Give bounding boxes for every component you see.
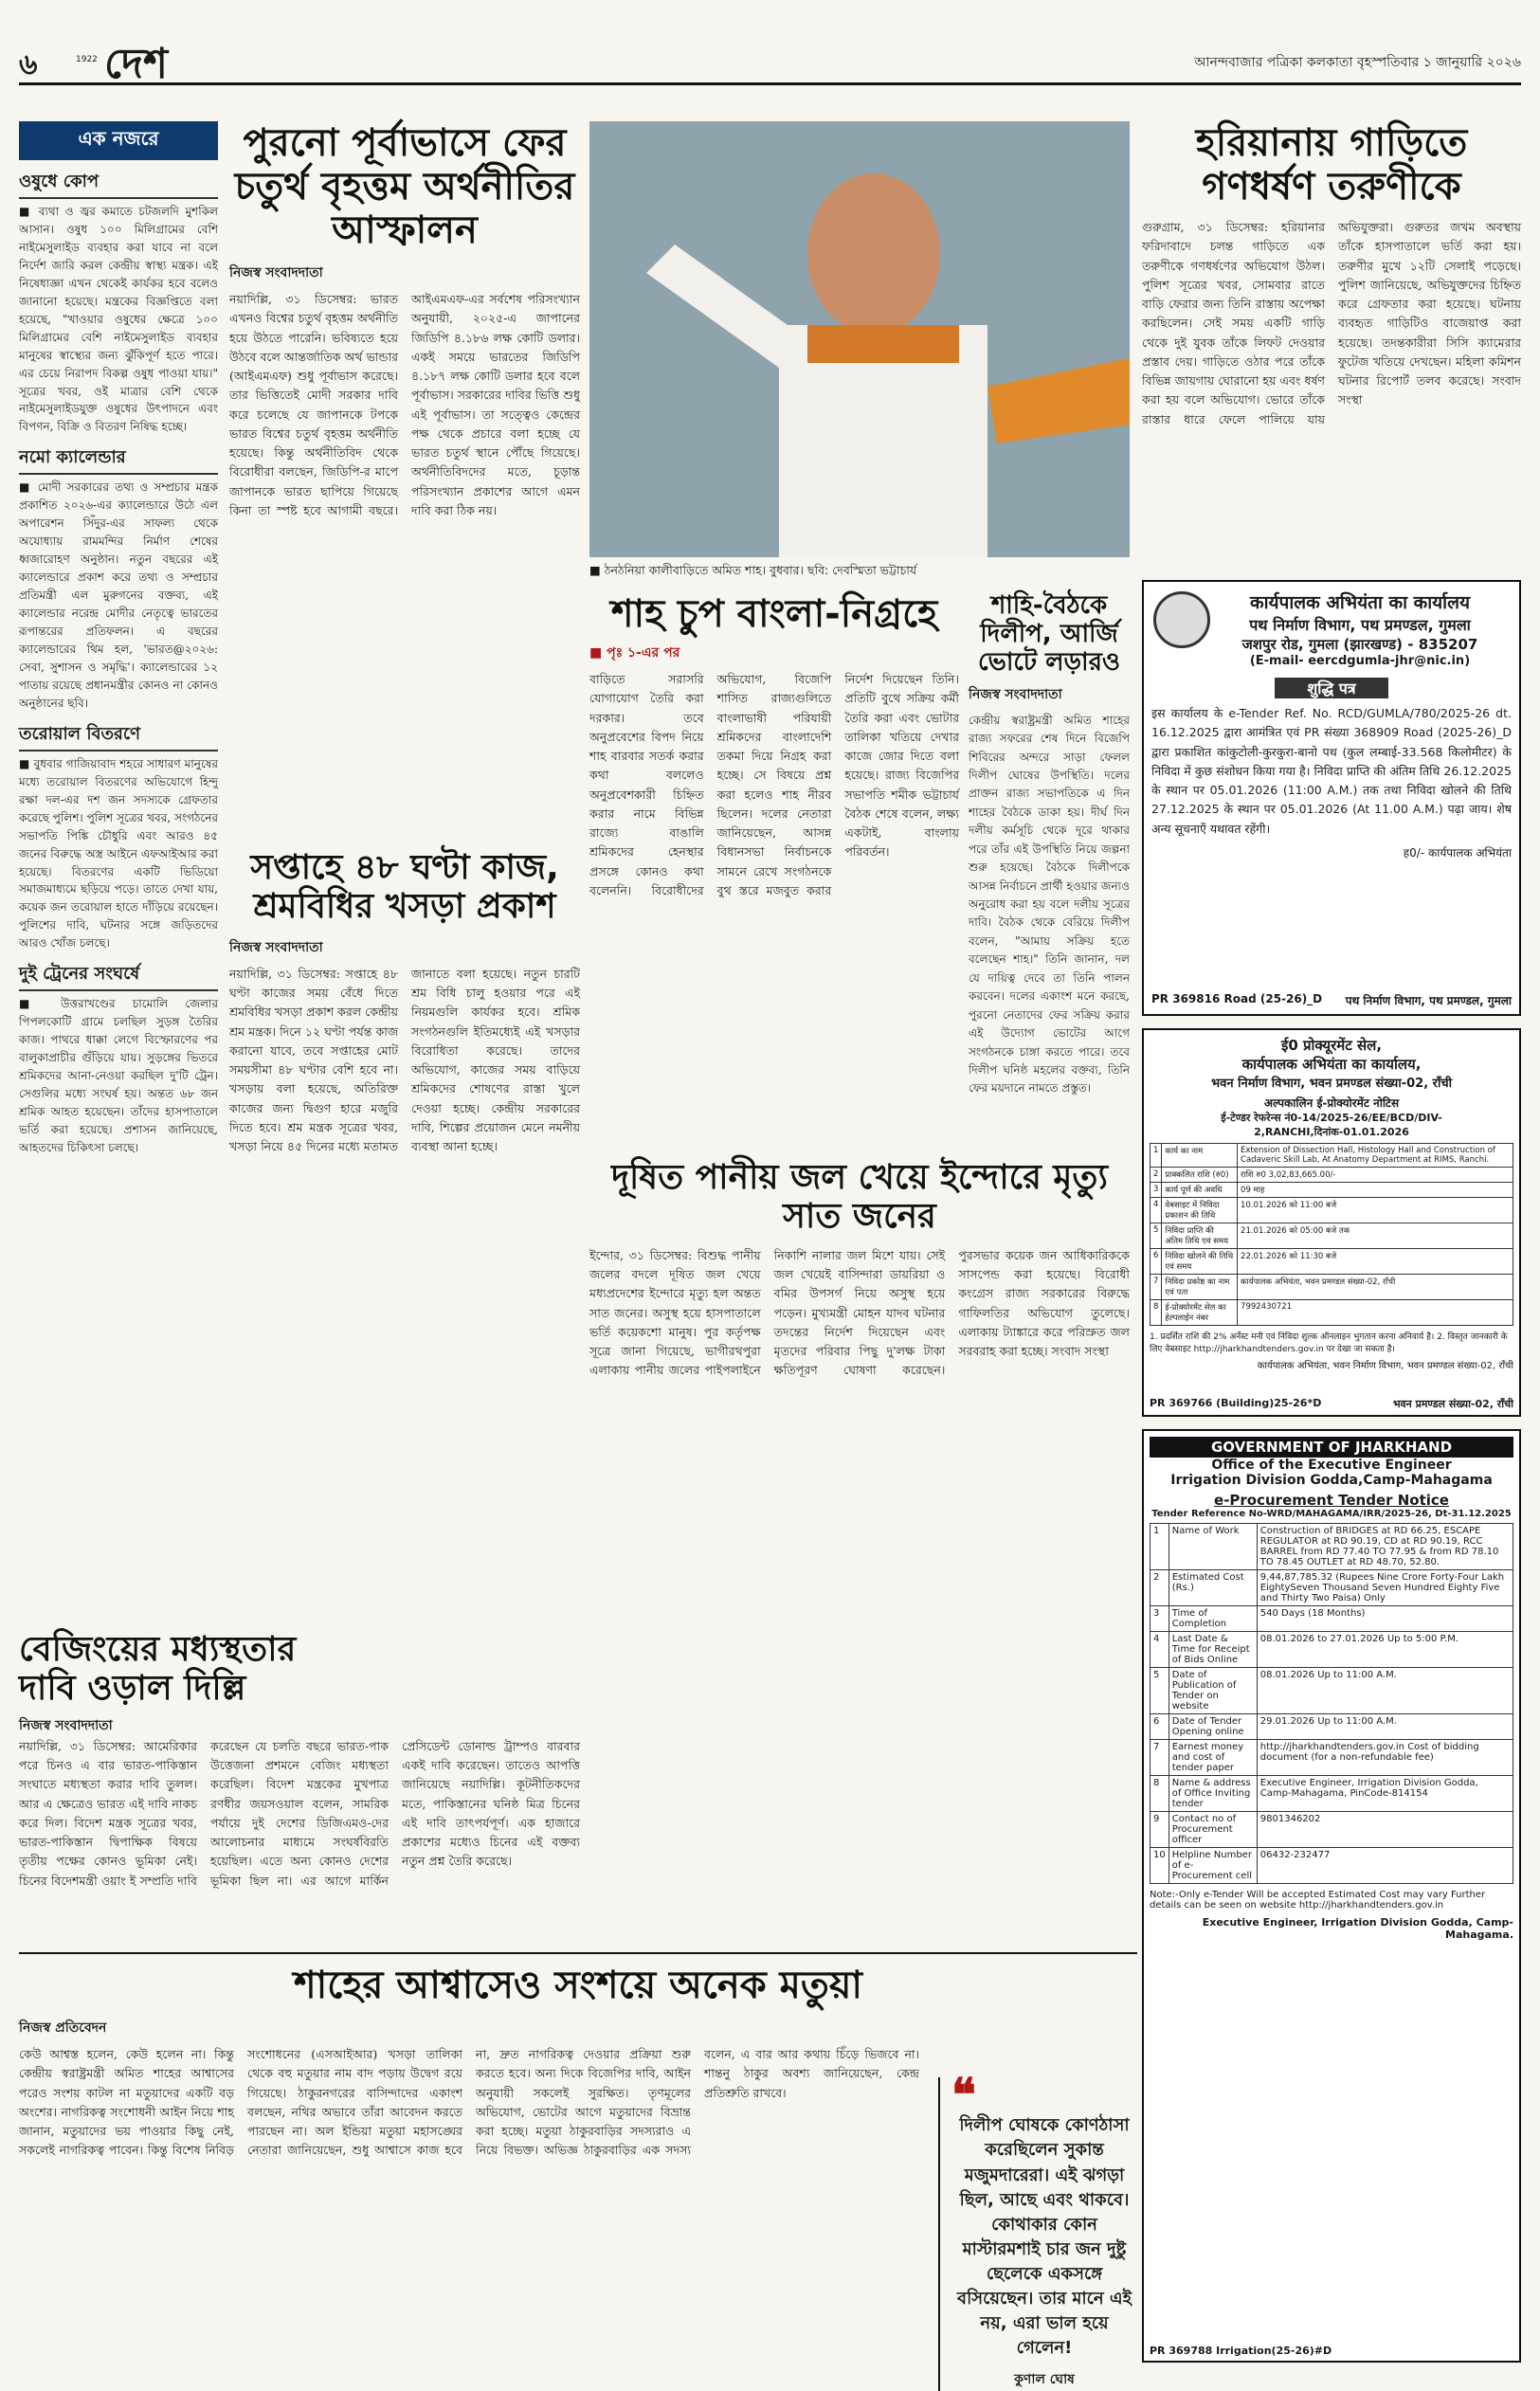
- table-cell: Name & address of Office Inviting tender: [1169, 1776, 1257, 1812]
- table-cell: 1: [1150, 1144, 1162, 1168]
- table-cell: Construction of BRIDGES at RD 66.25, ESCAPE REGULATOR at RD 90.19, CD at RD 90.19, RCC BARREL from RD 77.40 TO 77.95 & from RD 78.10 TO 78.45 OUTLET at RD 48.70, 52.80.: [1257, 1524, 1513, 1570]
- byline: নিজস্ব প্রতিবেদন: [19, 2020, 107, 2036]
- table-cell: Earnest money and cost of tender paper: [1169, 1740, 1257, 1776]
- article-dilip: [969, 592, 1130, 1147]
- table-cell: निविदा प्रकोष्ठ का नाम एवं पता: [1162, 1275, 1238, 1300]
- article-economy: [229, 121, 580, 842]
- headline: শাহ চুপ বাংলা-নিগ্রহে: [610, 592, 938, 636]
- quote-mark-icon: ❝: [951, 2069, 976, 2122]
- table-row: [1150, 1848, 1513, 1884]
- table-cell: 08.01.2026 Up to 11:00 A.M.: [1257, 1668, 1513, 1714]
- table-cell: Date of Publication of Tender on website: [1169, 1668, 1257, 1714]
- table-cell: 7: [1150, 1275, 1162, 1300]
- table-cell: Helpline Number of e-Procurement cell: [1169, 1848, 1257, 1884]
- byline: নিজস্ব সংবাদদাতা: [969, 686, 1062, 702]
- ad-title-3: Irrigation Division Godda,Camp-Mahagama: [1170, 1473, 1493, 1488]
- quote-text: দিলীপ ঘোষকে কোণঠাসা করেছিলেন সুকান্ত মজুমদারেরা। এই ঝগড়া ছিল, আছে এবং থাকবে। কোথাকার কোন মাস্টারমশাই চার জন দুষ্টু ছেলেকে একসঙ্গে বসিয়েছেন। তার মানে এই নয়, এরা ভাল হয়ে গেলেন!: [957, 2115, 1132, 2359]
- pull-quote: [938, 2069, 1137, 2391]
- masthead: [19, 38, 1521, 88]
- notice-sign: ह0/- कार्यपालक अभियंता: [1403, 845, 1512, 860]
- sidebar-item-title: দুই ট্রেনের সংঘর্ষে: [19, 960, 218, 991]
- table-cell: 10: [1150, 1848, 1169, 1884]
- notice-title: शुद्धि पत्र: [1275, 678, 1388, 698]
- table-cell: 2: [1150, 1570, 1169, 1606]
- ad-title-2: Office of the Executive Engineer: [1211, 1458, 1452, 1473]
- article-body: নয়াদিল্লি, ৩১ ডিসেম্বর: আমেরিকার পরে চিনও এ বার ভারত-পাকিস্তান সংঘাতে মধ্যস্থতা করার দাবি তুলল। আর এ ক্ষেত্রেও ভারত এই দাবি নাকচ করে দিল। বিদেশ মন্ত্রক সূত্রের খবর, ভারত-পাকিস্তান দ্বিপাক্ষিক বিষয়ে তৃতীয় পক্ষের কোনও ভূমিকা নেই। চিনের বিদেশমন্ত্রী ওয়াং ই সম্প্রতি দাবি করেছেন যে চলতি বছরে ভারত-পাক উত্তেজনা প্রশমনে বেজিং মধ্যস্থতা করেছিল। বিদেশ মন্ত্রকের মুখপাত্র রণধীর জয়সওয়াল বলেন, সামরিক পর্যায়ে দুই দেশের ডিজিএমও-দের আলোচনার মাধ্যমে সংঘর্ষবিরতি হয়েছিল। এতে অন্য কোনও দেশের ভূমিকা ছিল না। এর আগে মার্কিন প্রেসিডেন্ট ডোনাল্ড ট্রাম্পও বারবার একই দাবি করেছেন। তাতেও আপত্তি জানিয়েছে নয়াদিল্লি। কূটনীতিকদের মতে, পাকিস্তানের ঘনিষ্ঠ মিত্র চিনের এই দাবি তাৎপর্যপূর্ণ। এক হাজারে প্রকাশের মধ্যেও চিনের এই বক্তব্য নতুন প্রশ্ন তৈরি করেছে।: [19, 1738, 580, 1888]
- table-cell: 3: [1150, 1183, 1162, 1198]
- sidebar-item: [19, 444, 218, 712]
- table-cell: कार्य पूर्ण की अवधि: [1162, 1183, 1238, 1198]
- article-body: কেন্দ্রীয় স্বরাষ্ট্রমন্ত্রী অমিত শাহের রাজ্য সফরের শেষ দিনে বিজেপি শিবিরের অন্দরে সাড়া ফেলল দিলীপ ঘোষের উপস্থিতি। দলের প্রাক্তন রাজ্য সভাপতিকে এ দিন শাহের বৈঠকে ডাকা হয়। দীর্ঘ দিন দলীয় কর্মসূচি থেকে দূরে থাকার পরে তাঁর এই উপস্থিতি নিয়ে জল্পনা শুরু হয়েছে। বৈঠকে দিলীপকে আসন্ন নির্বাচনে প্রার্থী হওয়ার জন্যও অনুরোধ করা হয় বলে দলীয় সূত্রের দাবি। বৈঠক থেকে বেরিয়ে দিলীপ বলেন, "আমায় সক্রিয় হতে বলেছেন শাহ।" তিনি জানান, দল যে দায়িত্ব দেবে তা তিনি পালন করবেন। দলের একাংশ মনে করছে, পুরনো নেতাদের ফের সক্রিয় করার এই উদ্যোগ ভোটের আগে সংগঠনকে চাঙ্গা করতে পারে। তবে দিলীপ ঘনিষ্ঠ মহলের বক্তব্য, তিনি ফের ময়দানে নামতে প্রস্তুত।: [969, 713, 1130, 1096]
- notice-ref: Tender Reference No-WRD/MAHAGAMA/IRR/2025-26, Dt-31.12.2025: [1151, 1509, 1512, 1519]
- quote-author: কুণাল ঘোষ: [1014, 2372, 1075, 2388]
- table-cell: कार्य का नाम: [1162, 1144, 1238, 1168]
- table-cell: Estimated Cost (Rs.): [1169, 1570, 1257, 1606]
- page-number: ৬: [19, 48, 38, 82]
- table-cell: 6: [1150, 1714, 1169, 1740]
- est-label: 1922: [76, 55, 98, 64]
- table-cell: 7: [1150, 1740, 1169, 1776]
- table-row: [1150, 1714, 1513, 1740]
- table-cell: प्राक्कलित राशि (रु0): [1162, 1168, 1238, 1183]
- article-shah: [589, 592, 959, 1147]
- headline: সপ্তাহে ৪৮ ঘণ্টা কাজ, শ্রমবিধির খসড়া প্রকাশ: [250, 848, 559, 927]
- headline: শাহি-বৈঠকে দিলীপ, আর্জি ভোটে লড়ারও: [977, 591, 1121, 677]
- notice-sign: Executive Engineer, Irrigation Division Godda, Camp-Mahagama.: [1202, 1916, 1513, 1941]
- table-cell: Last Date & Time for Receipt of Bids Online: [1169, 1632, 1257, 1668]
- table-cell: http://jharkhandtenders.gov.in Cost of bidding document (for a non-refundable fee): [1257, 1740, 1513, 1776]
- ad-title-2: कार्यपालक अभियंता का कार्यालय,: [1241, 1056, 1422, 1073]
- sidebar-item-title: ওষুধে কোপ: [19, 168, 218, 199]
- sidebar-header: এক নজরে: [19, 121, 218, 160]
- table-cell: कार्यपालक अभियंता, भवन प्रमण्डल संख्या-02, राँची: [1238, 1275, 1513, 1300]
- table-cell: Extension of Dissection Hall, Histology Hall and Construction of Cadaveric Skill Lab, At Anatomy Department at RIMS, Ranchi.: [1238, 1144, 1513, 1168]
- table-row: [1150, 1524, 1513, 1570]
- sidebar-at-a-glance: [19, 121, 218, 1619]
- pr-number: PR 369766 (Building)25-26*D: [1150, 1397, 1322, 1409]
- table-cell: 29.01.2026 Up to 11:00 A.M.: [1257, 1714, 1513, 1740]
- table-cell: निविदा प्राप्ति की अंतिम तिथि एवं समय: [1162, 1223, 1238, 1249]
- table-cell: 10.01.2026 को 11:00 बजे: [1238, 1198, 1513, 1223]
- table-row: [1150, 1249, 1513, 1275]
- byline: নিজস্ব সংবাদদাতা: [229, 265, 323, 281]
- table-row: [1150, 1144, 1513, 1168]
- sidebar-item-body: ■ বুধবার গাজিয়াবাদ শহরে সাধারণ মানুষের মধ্যে তরোয়াল বিতরণের অভিযোগে হিন্দু রক্ষা দল-এর দশ জন সদস্যকে গ্রেফতার করেছে পুলিশ। পুলিশ সূত্রের খবর, সংগঠনের সভাপতি পিঙ্কি চৌধুরি এবং আরও ৪৫ জনের বিরুদ্ধে অস্ত্র আইনে এফআইআর করা হয়েছে। বিতরণের একটি ভিডিয়ো সমাজমাধ্যমে ছড়িয়ে পড়ে। তাতে দেখা যায়, কয়েক জন তরোয়াল হাতে দাঁড়িয়ে রয়েছেন। পুলিশের দাবি, ঘটনার সঙ্গে জড়িতদের আরও খোঁজ চলছে।: [19, 756, 218, 951]
- table-cell: 3: [1150, 1606, 1169, 1632]
- headline: হরিয়ানায় গাড়িতে গণধর্ষণ তরুণীকে: [1195, 121, 1468, 208]
- pr-number: PR 369816 Road (25-26)_D: [1151, 992, 1323, 1005]
- notice-title: अल्पकालिन ई-प्रोक्योरमेंट नोटिस: [1263, 1096, 1400, 1110]
- article-body: নয়াদিল্লি, ৩১ ডিসেম্বর: ভারত এখনও বিশ্বের চতুর্থ বৃহত্তম অর্থনীতি হয়ে উঠতে পারেনি। ভবিষ্যতে হয়ে উঠবে বলে আন্তর্জাতিক অর্থ ভান্ডার (আইএমএফ) শুধু পূর্বাভাস করেছে। তার ভিত্তিতেই মোদী সরকার দাবি করে চলেছে যে জাপানকে টপকে ভারত বিশ্বের চতুর্থ বৃহত্তম অর্থনীতি হয়েছে। কিন্তু অর্থনীতিবিদ থেকে বিরোধীরা বলছেন, জিডিপি-র মাপে জাপানকে ভারত ছাপিয়ে গিয়েছে কিনা তা স্পষ্ট হবে আগামী বছরে। আইএমএফ-এর সর্বশেষ পরিসংখ্যান অনুযায়ী, ২০২৫-এ জাপানের জিডিপি ৪.১৮৬ লক্ষ কোটি ডলার। একই সময়ে ভারতের জিডিপি ৪.১৮৭ লক্ষ কোটি ডলার হবে বলে পূর্বাভাস। সরকারের দাবির ভিত্তি শুধু এই পূর্বাভাস। তা সত্ত্বেও কেন্দ্রের পক্ষ থেকে প্রচারে বলা হচ্ছে যে ভারত চতুর্থ স্থানে পৌঁছে গিয়েছে। অর্থনীতিবিদদের মতে, চূড়ান্ত পরিসংখ্যান প্রকাশের আগে এমন দাবি করা ঠিক নয়।: [229, 292, 580, 517]
- table-cell: 540 Days (18 Months): [1257, 1606, 1513, 1632]
- table-cell: 2: [1150, 1168, 1162, 1183]
- table-cell: Name of Work: [1169, 1524, 1257, 1570]
- sidebar-item-body: ■ মোদী সরকারের তথ্য ও সম্প্রচার মন্ত্রক প্রকাশিত ২০২৬-এর ক্যালেন্ডারে উঠে এল অপারেশন সিঁদুর-এর সাফল্য থেকে অযোধ্যায় রামমন্দির নির্মাণ শেষের ধ্বজারোহণ অনুষ্ঠান। নতুন বছরের এই ক্যালেন্ডারে প্রকাশ করে তথ্য ও সম্প্রচার প্রতিমন্ত্রী এল মুরুগনের বক্তব্য, এই ক্যালেন্ডার নরেন্দ্র মোদীর নেতৃত্বে ভারতের রূপান্তরের প্রতিফলন। এ বছরের ক্যালেন্ডারের থিম হল, 'ভারত@২০২৬: সেবা, সুশাসন ও সমৃদ্ধি'। ক্যালেন্ডারের ১২ পাতায় রয়েছে প্রধানমন্ত্রীর কোনও না কোনও অনুষ্ঠানের ছবি।: [19, 480, 218, 710]
- table-row: [1150, 1668, 1513, 1714]
- sidebar-item: [19, 960, 218, 1157]
- notice-title: e-Procurement Tender Notice: [1214, 1492, 1449, 1509]
- article-body: নয়াদিল্লি, ৩১ ডিসেম্বর: সপ্তাহে ৪৮ ঘণ্টা কাজের সময় বেঁধে দিতে শ্রমবিধির খসড়া প্রকাশ করল কেন্দ্রীয় শ্রম মন্ত্রক। দিনে ১২ ঘণ্টা পর্যন্ত কাজ করানো যাবে, তবে সপ্তাহের মোট সময়সীমা ৪৮ ঘণ্টার বেশি হবে না। খসড়ায় বলা হয়েছে, অতিরিক্ত কাজের জন্য দ্বিগুণ হারে মজুরি দিতে হবে। শ্রম মন্ত্রক সূত্রের খবর, খসড়া নিয়ে ৪৫ দিনের মধ্যে মতামত জানাতে বলা হয়েছে। নতুন চারটি শ্রম বিধি চালু হওয়ার পরে এই নিয়মগুলি কার্যকর হবে। শ্রমিক সংগঠনগুলি ইতিমধ্যেই এই খসড়ার বিরোধিতা করেছে। তাদের অভিযোগ, কাজের সময় বাড়িয়ে শ্রমিকদের শোষণের রাস্তা খুলে দেওয়া হচ্ছে। কেন্দ্রীয় সরকারের দাবি, শিল্পের প্রয়োজন মেনে নমনীয় ব্যবস্থা আনা হচ্ছে।: [229, 966, 580, 1154]
- table-cell: 9: [1150, 1812, 1169, 1848]
- table-cell: 4: [1150, 1198, 1162, 1223]
- byline: নিজস্ব সংবাদদাতা: [19, 1717, 113, 1733]
- ad-title-1: GOVERNMENT OF JHARKHAND: [1150, 1437, 1513, 1458]
- ad-email: (E-mail- eercdgumla-jhr@nic.in): [1249, 654, 1471, 668]
- table-cell: 1: [1150, 1524, 1169, 1570]
- ad-title-1: कार्यपालक अभियंता का कार्यालय: [1250, 592, 1470, 613]
- byline: নিজস্ব সংবাদদাতা: [229, 939, 323, 955]
- table-cell: ई-प्रोक्योरमेंट सेल का हेल्पलाईन नंबर: [1162, 1300, 1238, 1326]
- headline: দূষিত পানীয় জল খেয়ে ইন্দোরে মৃত্যু সাত জনের: [611, 1158, 1108, 1237]
- table-row: [1150, 1198, 1513, 1223]
- table-row: [1150, 1223, 1513, 1249]
- ad-footer: [1151, 992, 1512, 1008]
- table-cell: राशि रु0 3,02,83,665.00/-: [1238, 1168, 1513, 1183]
- table-row: [1150, 1740, 1513, 1776]
- article-matua: [19, 1964, 1137, 2388]
- notice-sign: कार्यपालक अभियंता, भवन निर्माण विभाग, भवन प्रमण्डल संख्या-02, राँची: [1257, 1361, 1513, 1371]
- shah-photo: [589, 121, 1130, 557]
- table-cell: 9,44,87,785.32 (Rupees Nine Crore Forty-Four Lakh EightySeven Thousand Seven Hundred Eighty Five and Thirty Two Paisa) Only: [1257, 1570, 1513, 1606]
- article-body: বাড়িতে সরাসরি যোগাযোগ তৈরি করা দরকার। তবে অনুপ্রবেশের বিপদ নিয়ে শাহ বারবার সতর্ক করার কথা বললেও অনুপ্রবেশকারী চিহ্নিত করার নামে বিভিন্ন রাজ্যে বাঙালি শ্রমিকদের হেনস্থার প্রসঙ্গে কোনও কথা বলেননি। বিরোধীদের অভিযোগ, বিজেপি শাসিত রাজ্যগুলিতে বাংলাভাষী পরিযায়ী শ্রমিকদের বাংলাদেশি তকমা দিয়ে নিগ্রহ করা হচ্ছে। সে বিষয়ে প্রশ্ন করা হলেও শাহ নীরব ছিলেন। দলের নেতারা জানিয়েছেন, আসন্ন বিধানসভা নির্বাচনকে সামনে রেখে সংগঠনকে বুথ স্তরে মজবুত করার নির্দেশ দিয়েছেন তিনি। প্রতিটি বুথে সক্রিয় কর্মী তৈরি করা এবং ভোটার তালিকা খতিয়ে দেখার কাজে জোর দিতে বলা হয়েছে। রাজ্য বিজেপির সভাপতি শমীক ভট্টাচার্য বৈঠক শেষে বলেন, লক্ষ্য একটাই, বাংলায় পরিবর্তন।: [589, 672, 959, 897]
- table-cell: वेबसाइट में निविदा प्रकाशन की तिथि: [1162, 1198, 1238, 1223]
- sidebar-item: [19, 168, 218, 436]
- sidebar-item: [19, 720, 218, 952]
- table-row: [1150, 1275, 1513, 1300]
- table-cell: Date of Tender Opening online: [1169, 1714, 1257, 1740]
- table-row: [1150, 1776, 1513, 1812]
- table-cell: निविदा खोलने की तिथि एवं समय: [1162, 1249, 1238, 1275]
- table-cell: 22.01.2026 को 11:30 बजे: [1238, 1249, 1513, 1275]
- sidebar-item-body: ■ উত্তরাখণ্ডের চামোলি জেলার পিপলকোটি গ্রামে চলছিল সুড়ঙ্গ তৈরির কাজ। পাথরে ধাক্কা লেগে বিস্ফোরণের পর বালুকাপ্রাচীর গুঁড়িয়ে যায়। সুড়ঙ্গের ভিতরে শ্রমিকদের আনা-নেওয়া করছিল দু'টি ট্রেন। সেগুলির মধ্যে সংঘর্ষ হয়। অন্তত ৬৮ জন শ্রমিক আহত হয়েছেন। তাঁদের হাসপাতালে ভর্তি করা হয়েছে। প্রশাসন জানিয়েছে, আহতদের চিকিৎসা চলছে।: [19, 997, 218, 1154]
- ad-title-1: ई0 प्रोक्यूरमेंट सेल,: [1280, 1037, 1383, 1054]
- date-line: আনন্দবাজার পত্রিকা কলকাতা বৃহস্পতিবার ১ জানুয়ারি ২০২৬: [1194, 55, 1521, 70]
- article-body: গুরুগ্রাম, ৩১ ডিসেম্বর: হরিয়ানার ফরিদাবাদে চলন্ত গাড়িতে এক তরুণীকে গণধর্ষণের অভিযোগ উঠল। পুলিশ সূত্রের খবর, সোমবার রাতে বাড়ি ফেরার জন্য তিনি রাস্তায় অপেক্ষা করছিলেন। সেই সময় একটি গাড়ি থেকে দুই যুবক তাঁকে লিফট দেওয়ার প্রস্তাব দেয়। গাড়িতে ওঠার পরে তাঁকে বিভিন্ন জায়গায় ঘোরানো হয় এবং ধর্ষণ করা হয় বলে অভিযোগ। ভোরে তাঁকে রাস্তার ধারে ফেলে পালিয়ে যায় অভিযুক্তরা। গুরুতর জখম অবস্থায় তাঁকে হাসপাতালে ভর্তি করা হয়। তরুণীর মুখে ১২টি সেলাই পড়েছে। পুলিশ জানিয়েছে, অভিযুক্তদের চিহ্নিত করে গ্রেফতার করা হয়েছে। ঘটনায় ব্যবহৃত গাড়িটিও বাজেয়াপ্ত করা হয়েছে। তদন্তকারীরা সিসি ক্যামেরার ফুটেজ খতিয়ে দেখছেন। মহিলা কমিশন ঘটনার রিপোর্ট তলব করেছে। সংবাদ সংস্থা: [1142, 220, 1521, 426]
- table-cell: 08.01.2026 to 27.01.2026 Up to 5:00 P.M.: [1257, 1632, 1513, 1668]
- ad-footer-office: पथ निर्माण विभाग, पथ प्रमण्डल, गुमला: [1345, 994, 1512, 1007]
- article-body: ইন্দোর, ৩১ ডিসেম্বর: বিশুদ্ধ পানীয় জলের বদলে দূষিত জল খেয়ে মধ্যপ্রদেশের ইন্দোরে মৃত্যু হল অন্তত সাত জনের। অসুস্থ হয়ে হাসপাতালে ভর্তি কয়েকশো মানুষ। পুর কর্তৃপক্ষ সূত্রে জানা গিয়েছে, ভাগীরথপুরা এলাকায় পানীয় জলের পাইপলাইনে নিকাশি নালার জল মিশে যায়। সেই জল খেয়েই বাসিন্দারা ডায়রিয়া ও বমির উপসর্গ নিয়ে অসুস্থ হয়ে পড়েন। মুখ্যমন্ত্রী মোহন যাদব ঘটনার তদন্তের নির্দেশ দিয়েছেন এবং মৃতদের পরিবার পিছু দু'লক্ষ টাকা ক্ষতিপূরণ ঘোষণা করেছেন। পুরসভার কয়েক জন আধিকারিককে সাসপেন্ড করা হয়েছে। বিরোধী কংগ্রেস রাজ্য সরকারের বিরুদ্ধে গাফিলতির অভিযোগ তুলেছে। এলাকায় ট্যাঙ্কারে করে পরিস্রুত জল সরবরাহ করা হচ্ছে। সংবাদ সংস্থা: [589, 1247, 1130, 1378]
- ad-irrigation-godda: [1142, 1429, 1521, 2363]
- headline: বেজিংয়ের মধ্যস্থতার দাবি ওড়াল দিল্লি: [19, 1630, 297, 1709]
- table-row: [1150, 1168, 1513, 1183]
- table-cell: 09 माह: [1238, 1183, 1513, 1198]
- table-cell: Time of Completion: [1169, 1606, 1257, 1632]
- table-row: [1150, 1300, 1513, 1326]
- table-row: [1150, 1812, 1513, 1848]
- ad-footer: [1150, 1397, 1513, 1411]
- ad-building-ranchi: [1142, 1028, 1521, 1417]
- table-row: [1150, 1570, 1513, 1606]
- table-cell: 21.01.2026 को 05:00 बजे तक: [1238, 1223, 1513, 1249]
- article-beijing: [19, 1630, 580, 1933]
- table-cell: 6: [1150, 1249, 1162, 1275]
- article-indore: [589, 1158, 1130, 1698]
- table-cell: 8: [1150, 1776, 1169, 1812]
- table-cell: Contact no of Procurement officer: [1169, 1812, 1257, 1848]
- table-row: [1150, 1606, 1513, 1632]
- notice-note: Note:-Only e-Tender Will be accepted Estimated Cost may vary Further details can be seen on website http://jharkhandtenders.gov.in: [1150, 1890, 1486, 1911]
- article-body: কেউ আশ্বস্ত হলেন, কেউ হলেন না। কিন্তু কেন্দ্রীয় স্বরাষ্ট্রমন্ত্রী অমিত শাহের আশ্বাসের পরেও সংশয় কাটল না মতুয়াদের একটি বড় অংশের। নাগরিকত্ব সংশোধনী আইন নিয়ে শাহ জানান, মতুয়াদের ভয় পাওয়ার কিছু নেই, সকলেই নাগরিকত্ব পাবেন। কিন্তু বিশেষ নিবিড় সংশোধনের (এসআইআর) খসড়া তালিকা থেকে বহু মতুয়ার নাম বাদ পড়ায় উদ্বেগ রয়ে গিয়েছে। ঠাকুরনগরের বাসিন্দাদের একাংশ বলছেন, নথির অভাবে তাঁরা আবেদন করতে পারছেন না। অল ইন্ডিয়া মতুয়া মহাসঙ্ঘের নেতারা জানিয়েছেন, শুধু আশ্বাসে কাজ হবে না, দ্রুত নাগরিকত্ব দেওয়ার প্রক্রিয়া শুরু করতে হবে। অন্য দিকে বিজেপির দাবি, আইন অনুযায়ী সকলেই সুরক্ষিত। তৃণমূলের অভিযোগ, ভোটের আগে মতুয়াদের বিভ্রান্ত করা হচ্ছে। মতুয়া ঠাকুরবাড়ির সদস্যরাও এ নিয়ে বিভক্ত। অভিজ্ঞ ঠাকুরবাড়ির এক সদস্য বলেন, এ বার আর কথায় চিঁড়ে ভিজবে না। শান্তনু ঠাকুর অবশ্য জানিয়েছেন, কেন্দ্র প্রতিশ্রুতি রাখবে।: [19, 2047, 919, 2158]
- pr-number: PR 369788 Irrigation(25-26)#D: [1150, 2345, 1332, 2357]
- ad-title-3: भवन निर्माण विभाग, भवन प्रमण्डल संख्या-02, राँची: [1211, 1077, 1452, 1091]
- sidebar-item-body: ■ ব্যথা ও জ্বর কমাতে চটজলদি মুশকিল আসান। ওষুধ ১০০ মিলিগ্রামের বেশি নাইমেসুলাইড ব্যবহার করা যাবে না বলে নির্দেশ জারি করল কেন্দ্রীয় স্বাস্থ্য মন্ত্রক। এই নিষেধাজ্ঞা এখন থেকেই কার্যকর হবে বলেও জানানো হয়েছে। মন্ত্রকের বিজ্ঞপ্তিতে বলা হয়েছে, "খাওয়ার ওষুধের ক্ষেত্রে ১০০ মিলিগ্রামের বেশি নাইমেসুলাইড ব্যবহার মানুষের স্বাস্থ্যের জন্য ঝুঁকিপূর্ণ হতে পারে। এর চেয়ে নিরাপদ বিকল্প ওষুধ পাওয়া যায়।" সূত্রের খবর, ওই মাত্রার বেশি থেকে নাইমেসুলাইডযুক্ত ওষুধের উৎপাদনে এবং বিপণন, বিক্রি ও বিতরণ নিষিদ্ধ হচ্ছে।: [19, 205, 218, 434]
- sidebar-item-title: তরোয়াল বিতরণে: [19, 720, 218, 752]
- ad-address: जशपुर रोड, गुमला (झारखण्ड) - 835207: [1241, 636, 1478, 653]
- photo-caption: ■ ঠনঠনিয়া কালীবাড়িতে অমিত শাহ। বুধবার। ছবি: দেবস্মিতা ভট্টাচার্য: [589, 563, 917, 577]
- table-row: [1150, 1632, 1513, 1668]
- article-haryana: [1142, 121, 1521, 567]
- table-cell: Executive Engineer, Irrigation Division Godda, Camp-Mahagama, PinCode-814154: [1257, 1776, 1513, 1812]
- divider: [19, 1952, 1137, 1954]
- sidebar-item-title: নমো ক্যালেন্ডার: [19, 444, 218, 475]
- table-cell: 7992430721: [1238, 1300, 1513, 1326]
- table-cell: 5: [1150, 1668, 1169, 1714]
- continuation-label: ■ পৃঃ ১-এর পর: [589, 645, 680, 661]
- headline: পুরনো পূর্বাভাসে ফের চতুর্থ বৃহত্তম অর্থনীতির আস্ফালন: [234, 121, 575, 252]
- table-cell: 8: [1150, 1300, 1162, 1326]
- table-cell: 9801346202: [1257, 1812, 1513, 1848]
- table-cell: 4: [1150, 1632, 1169, 1668]
- emblem-icon: [1153, 591, 1210, 648]
- notice-notes: 1. प्रदर्शित राशि की 2% अर्नेस्ट मनी एवं निविदा शुल्क ऑनलाइन भुगतान करना अनिवार्य है। 2. विस्तृत जानकारी के लिए वेबसाइट http://jharkhandtenders.gov.in पर देखा जा सकता है।: [1150, 1332, 1508, 1354]
- article-labour: [229, 848, 580, 1303]
- tender-table: [1150, 1523, 1513, 1884]
- table-cell: 06432-232477: [1257, 1848, 1513, 1884]
- ad-pwd-gumla: [1142, 580, 1521, 1016]
- paper-logo: দেশ: [104, 40, 169, 88]
- ad-footer-office: भवन प्रमण्डल संख्या-02, राँची: [1392, 1398, 1513, 1410]
- table-cell: 5: [1150, 1223, 1162, 1249]
- tender-table: [1150, 1143, 1513, 1326]
- ad-title-2: पथ निर्माण विभाग, पथ प्रमण्डल, गुमला: [1249, 616, 1471, 634]
- photo-illustration: [589, 121, 1130, 557]
- headline: শাহের আশ্বাসেও সংশয়ে অনেক মতুয়া: [294, 1964, 862, 2007]
- notice-body: इस कार्यालय के e-Tender Ref. No. RCD/GUMLA/780/2025-26 dt. 16.12.2025 द्वारा आमंत्रित एवं PR संख्या 368909 Road (2025-26)_D द्वारा प्रकाशित कांकुटोली-कुरकुरा-बानो पथ (कुल लम्बाई-33.568 किलोमीटर) के निविदा में कुछ संशोधन किया गया है। निविदा प्राप्ति की अंतिम तिथि 26.12.2025 के स्थान पर 05.01.2026 (11:00 A.M.) तक तथा निविदा खोलने की तिथि 27.12.2025 के स्थान पर 05.01.2026 (At 11.00 A.M.) पढ़ा जाय। शेष अन्य सूचनाएँ यथावत रहेंगी।: [1151, 706, 1512, 836]
- table-row: [1150, 1183, 1513, 1198]
- notice-ref: ई-टेण्डर रेफरेन्स नं0-14/2025-26/EE/BCD/DIV-2,RANCHI,दिनांक-01.01.2026: [1221, 1112, 1442, 1138]
